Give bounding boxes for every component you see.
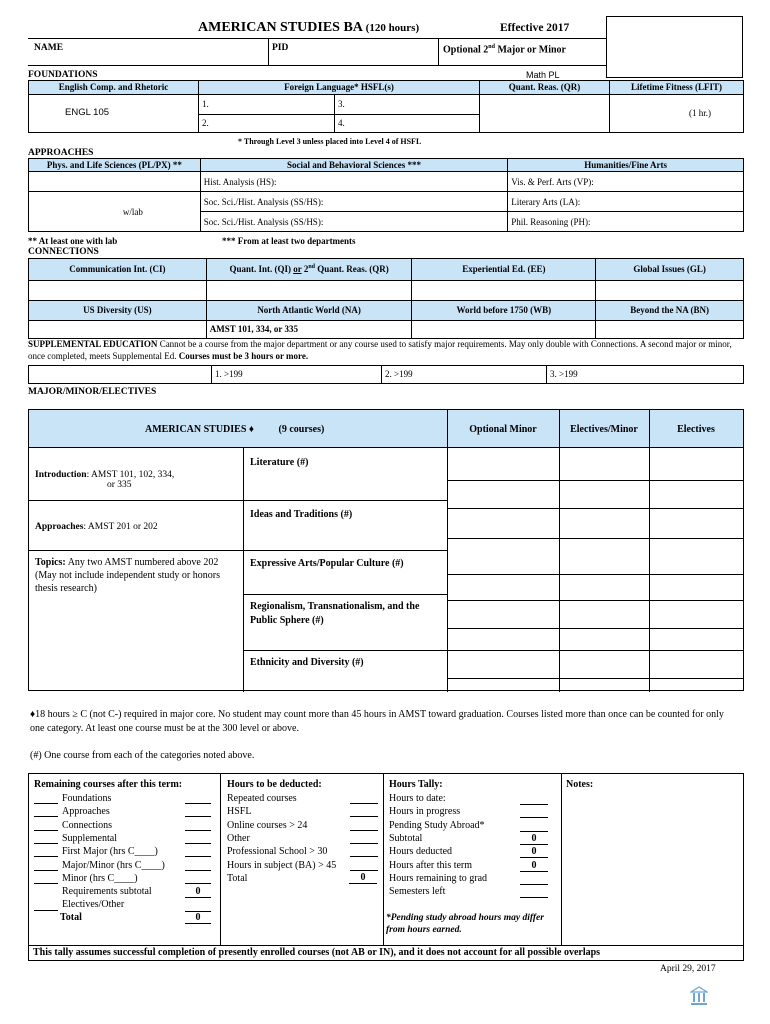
right-grid-line [447,574,743,575]
na-cell[interactable]: AMST 101, 334, or 335 [206,321,412,339]
ss-cell-2[interactable]: Soc. Sci./Hist. Analysis (SS/HS): [200,212,508,232]
lit-label: Literature (#) [250,457,309,468]
deduct-item: Online courses > 24 [227,819,308,831]
fl-2[interactable]: 2. [199,115,335,133]
mid-h4 [243,650,447,651]
major-header-elect-minor: Electives/Minor [570,424,638,435]
remaining-value[interactable] [185,843,211,844]
hours-item: Semesters left [389,886,446,898]
deduct-item: Hours in subject (BA) > 45 [227,859,337,871]
right-grid-line [447,650,743,651]
fl-1[interactable]: 1. [199,95,335,115]
remaining-item: First Major (hrs C____) [62,846,158,858]
hours-value[interactable]: 0 [520,860,548,872]
hours-value[interactable] [520,886,548,898]
hours-value[interactable]: 0 [520,846,548,858]
ci-cell[interactable] [29,281,207,301]
foundations-note: * Through Level 3 unless placed into Level 4 of HSFL [238,137,422,146]
remaining-item: Connections [62,819,112,831]
right-col-div-2 [559,448,560,692]
remaining-value[interactable] [185,856,211,857]
ee-cell[interactable] [412,281,596,301]
deduct-total-value[interactable]: 0 [349,872,377,884]
pid-label: PID [272,43,289,53]
major-block [28,409,744,691]
wb-cell[interactable] [412,321,596,339]
deduct-value[interactable] [350,816,378,817]
remaining-blank[interactable] [34,870,58,871]
deduct-item: HSFL [227,806,252,818]
ideas-label: Ideas and Traditions (#) [250,509,353,520]
deduct-item: Other [227,832,250,844]
right-grid-line [447,480,743,481]
remaining-item: Approaches [62,806,110,818]
col-pl: Phys. and Life Sciences (PL/PX) ** [29,159,201,172]
deduct-item: Repeated courses [227,793,297,804]
expressive-label: Expressive Arts/Popular Culture (#) [250,558,404,569]
major-header-minor: Optional Minor [469,424,537,435]
electives-other-label: Electives/Other [62,899,125,910]
quant-cell[interactable] [480,95,610,133]
col-quant: Quant. Reas. (QR) [480,81,610,95]
footer-date: April 29, 2017 [660,964,716,974]
tally-div-1 [220,774,221,945]
left-h2 [29,550,243,551]
notes-area[interactable] [562,792,740,942]
right-col-div-3 [649,448,650,692]
col-foreign: Foreign Language* HSFL(s) [199,81,480,95]
name-label: NAME [34,43,64,53]
optional-major-label: Optional 2nd Major or Minor [443,44,566,56]
fl-4[interactable]: 4. [335,115,480,133]
col-qi: Quant. Int. (QI) or 2nd Quant. Reas. (QR) [206,259,412,281]
right-col-div-1 [447,448,448,692]
assumption-text: This tally assumes successful completion of presently enrolled courses (not AB or IN), and it does not account for all possible overlaps [33,947,601,958]
hdr-div-3 [649,410,650,448]
name-row [28,38,606,66]
mid-h1 [243,500,447,501]
connections-label: CONNECTIONS [28,247,99,257]
mid-h2 [243,550,447,551]
remaining-item: Minor (hrs C____) [62,872,138,884]
notes-title: Notes: [566,779,594,790]
hours-value[interactable] [520,806,548,818]
col-ee: Experiential Ed. (EE) [412,259,596,281]
major-note-2: (#) One course from each of the categories noted above. [30,750,255,761]
hours-title: Hours Tally: [389,779,443,790]
remaining-value[interactable] [185,830,211,831]
remaining-value[interactable] [185,816,211,817]
math-pl-label: Math PL [526,70,560,80]
lfit-cell: (1 hr.) [610,95,744,133]
intro-text: Introduction: AMST 101, 102, 334, or 335 [35,470,175,490]
mid-h3 [243,594,447,595]
connections-table [28,258,744,339]
approaches-note-2: *** From at least two departments [222,236,356,246]
right-grid-line [447,628,743,629]
col-social: Social and Behavioral Sciences *** [200,159,508,172]
remaining-value[interactable] [185,870,211,871]
deduct-value[interactable] [350,803,378,804]
qi-cell[interactable] [206,281,412,301]
col-hum: Humanities/Fine Arts [508,159,744,172]
col-ci: Communication Int. (CI) [29,259,207,281]
col-english: English Comp. and Rhetoric [29,81,199,95]
deduct-item: Total [227,872,248,884]
remaining-value[interactable] [185,883,211,884]
remaining-item: Major/Minor (hrs C____) [62,859,165,871]
electives-other-blank[interactable] [34,910,58,911]
remaining-blank[interactable] [34,830,58,831]
major-header-electives: Electives [677,424,715,435]
remaining-item: Foundations [62,793,112,804]
ss-cell-1[interactable]: Soc. Sci./Hist. Analysis (SS/HS): [200,192,508,212]
title-hours: (120 hours) [365,22,420,34]
photo-box [606,16,743,78]
remaining-title: Remaining courses after this term: [34,779,183,790]
hours-value[interactable] [520,793,548,805]
fl-3[interactable]: 3. [335,95,480,115]
deduct-item: Professional School > 30 [227,846,328,858]
remaining-blank[interactable] [34,856,58,857]
deduct-title: Hours to be deducted: [227,779,322,790]
col-wb: World before 1750 (WB) [412,301,596,321]
req-subtotal-label: Requirements subtotal [62,886,152,897]
remaining-blank[interactable] [34,816,58,817]
us-cell[interactable] [29,321,207,339]
foundations-label: FOUNDATIONS [28,70,98,80]
hours-value[interactable] [520,873,548,885]
deduct-value[interactable] [350,870,378,871]
right-grid-line [447,678,743,679]
pl-lab-cell[interactable]: w/lab [29,192,201,232]
hs-cell[interactable]: Hist. Analysis (HS): [200,172,508,192]
hours-item: Hours in progress [389,806,461,818]
supplemental-text: SUPPLEMENTAL EDUCATION Cannot be a course from the major department or any course used to satisfy major requirements. May only double with Connections. A second major or minor, once completed, meets Supplemental Ed. Courses must be 3 hours or more. [28,339,732,361]
col-lfit: Lifetime Fitness (LFIT) [610,81,744,95]
study-abroad-note: *Pending study abroad hours may differ from hours earned. [386,913,544,936]
hdr-div-1 [447,410,448,448]
ethnicity-label: Ethnicity and Diversity (#) [250,657,364,668]
hdr-div-2 [559,410,560,448]
page-title [198,20,419,36]
major-header-amst: AMERICAN STUDIES ♦ (9 courses) [145,424,325,435]
remaining-blank[interactable] [34,883,58,884]
tally-div-2 [383,774,384,945]
gl-cell[interactable] [596,281,744,301]
approaches-text: Approaches: AMST 201 or 202 [35,522,158,532]
major-label: MAJOR/MINOR/ELECTIVES [28,387,157,397]
col-us: US Diversity (US) [29,301,207,321]
hours-item: Hours to date: [389,793,446,804]
remaining-value[interactable] [185,803,211,804]
remaining-item: Supplemental [62,832,117,844]
university-logo-icon [690,986,708,1006]
engl-cell: ENGL 105 [29,95,199,133]
right-grid-line [447,508,743,509]
supp-3[interactable]: 3. >199 [547,366,744,384]
vp-cell[interactable]: Vis. & Perf. Arts (VP): [508,172,744,192]
deduct-value[interactable] [350,843,378,844]
pid-divider [268,39,269,65]
req-subtotal-value[interactable]: 0 [185,886,211,898]
regionalism-label: Regionalism, Transnationalism, and the Public Sphere (#) [250,601,420,626]
title-text: AMERICAN STUDIES BA [198,20,363,35]
bn-cell[interactable] [596,321,744,339]
supp-blank [29,366,212,384]
deduct-value[interactable] [350,856,378,857]
topics-text: Topics: Any two AMST numbered above 202 (May not include independent study or honors thesis research) [35,557,220,594]
remaining-blank[interactable] [34,803,58,804]
hours-item: Pending Study Abroad* [389,819,485,831]
effective-date: Effective 2017 [500,22,570,34]
major-note-1: ♦18 hours ≥ C (not C-) required in major core. No student may count more than 45 hours in AMST toward graduation. Courses listed more than once can be counted for only one category. At least one course must be at the 300 level or above. [30,709,724,734]
approaches-label: APPROACHES [28,148,94,158]
supp-2[interactable]: 2. >199 [382,366,547,384]
total-value[interactable]: 0 [185,912,211,924]
left-col-divider [243,448,244,692]
supplemental-table [28,365,744,384]
hours-item: Hours deducted [389,846,453,858]
right-grid-line [447,538,743,539]
col-bn: Beyond the NA (BN) [596,301,744,321]
approaches-table [28,158,744,232]
foundations-table [28,80,744,133]
optional-major-divider [438,39,439,65]
ph-cell[interactable]: Phil. Reasoning (PH): [508,212,744,232]
col-na: North Atlantic World (NA) [206,301,412,321]
supp-1[interactable]: 1. >199 [212,366,382,384]
hours-item: Hours remaining to grad [389,872,488,884]
col-gl: Global Issues (GL) [596,259,744,281]
hours-item: Hours after this term [389,859,473,871]
left-h1 [29,500,243,501]
pl-cell-1[interactable] [29,172,201,192]
hours-item: Subtotal [389,832,423,844]
right-grid-line [447,600,743,601]
hours-value[interactable]: 0 [520,833,548,845]
la-cell[interactable]: Literary Arts (LA): [508,192,744,212]
deduct-value[interactable] [350,830,378,831]
total-label: Total [60,912,82,923]
remaining-blank[interactable] [34,843,58,844]
hours-value[interactable] [520,820,548,832]
approaches-note-1: ** At least one with lab [28,236,118,246]
